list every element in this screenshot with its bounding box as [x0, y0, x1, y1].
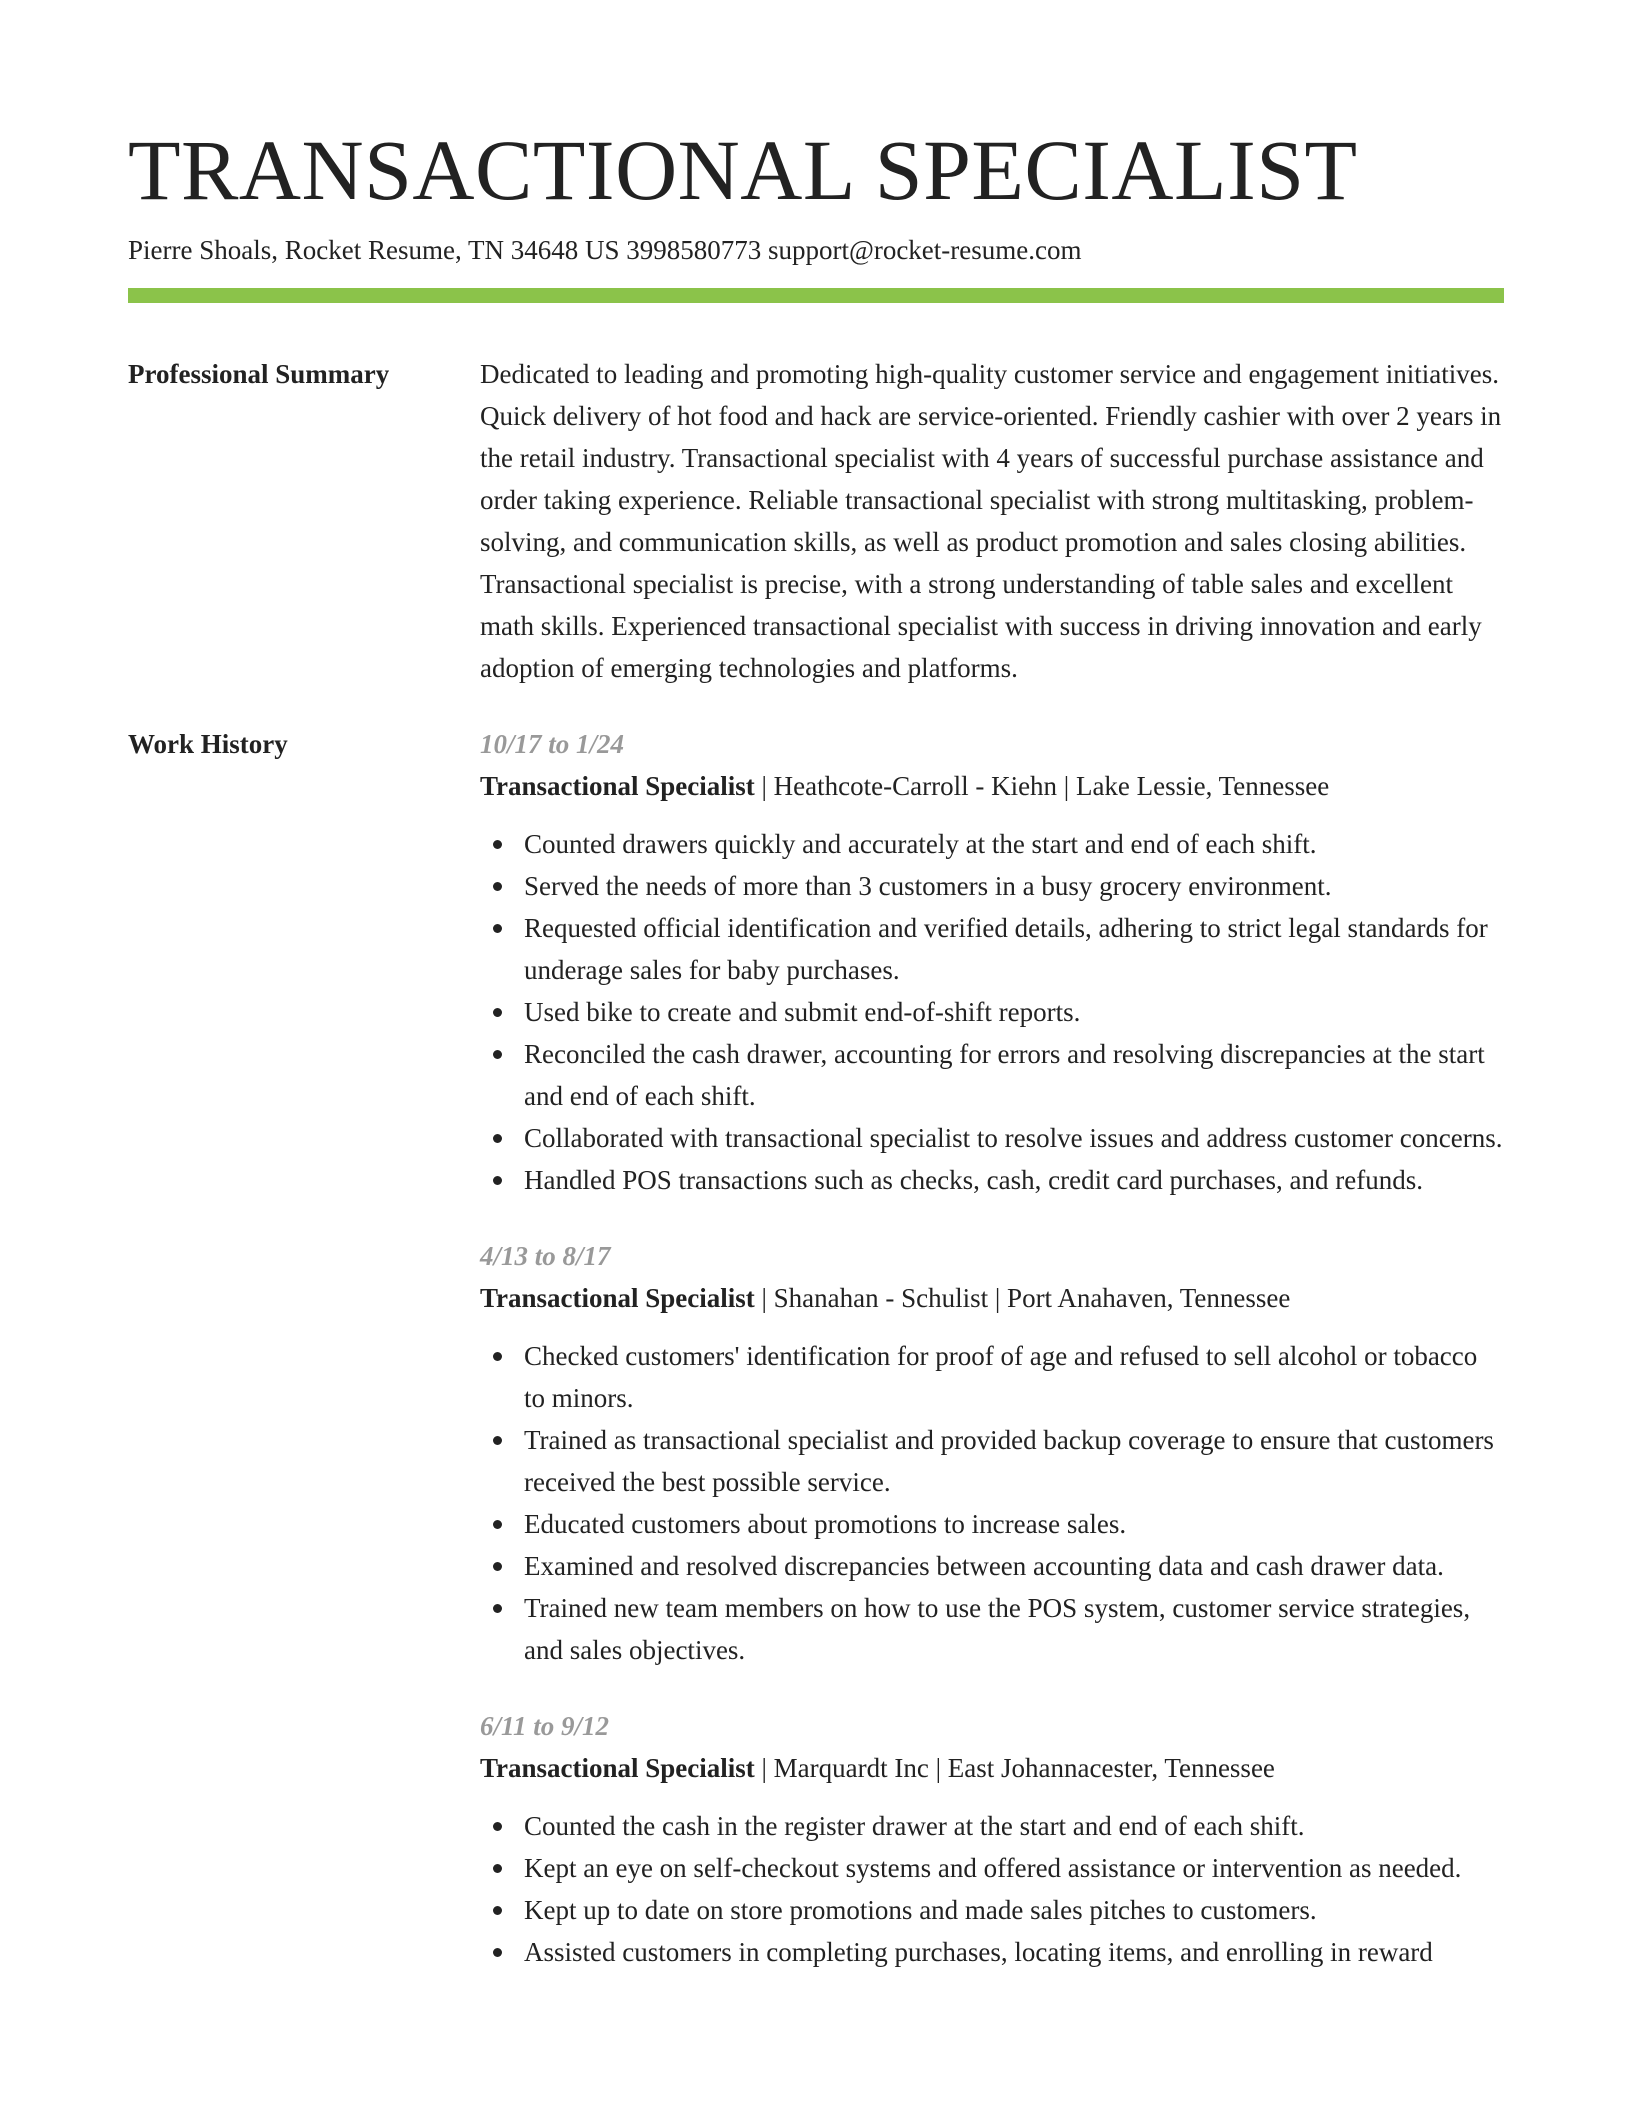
list-item: Checked customers' identification for proof of age and refused to sell alcohol or tobacco to minors. [480, 1335, 1504, 1419]
header-divider [128, 288, 1504, 303]
list-item: Assisted customers in completing purchases, locating items, and enrolling in reward [480, 1931, 1504, 1973]
list-item: Reconciled the cash drawer, accounting for errors and resolving discrepancies at the start and end of each shift. [480, 1033, 1504, 1117]
job-bullets [480, 1805, 1504, 1973]
list-item: Educated customers about promotions to increase sales. [480, 1503, 1504, 1545]
job-entry [480, 1235, 1504, 1671]
list-item: Examined and resolved discrepancies between accounting data and cash drawer data. [480, 1545, 1504, 1587]
job-title: Transactional Specialist [480, 1283, 755, 1313]
list-item: Used bike to create and submit end-of-shift reports. [480, 991, 1504, 1033]
list-item: Trained new team members on how to use the POS system, customer service strategies, and sales objectives. [480, 1587, 1504, 1671]
job-details: | Marquardt Inc | East Johannacester, Tennessee [754, 1753, 1275, 1783]
job-entry [480, 1705, 1504, 1973]
list-item: Kept up to date on store promotions and made sales pitches to customers. [480, 1889, 1504, 1931]
list-item: Kept an eye on self-checkout systems and offered assistance or intervention as needed. [480, 1847, 1504, 1889]
job-details: | Heathcote-Carroll - Kiehn | Lake Lessie, Tennessee [754, 771, 1330, 801]
job-dates: 6/11 to 9/12 [480, 1711, 610, 1741]
list-item: Handled POS transactions such as checks, cash, credit card purchases, and refunds. [480, 1159, 1504, 1201]
job-bullets [480, 1335, 1504, 1671]
job-bullets [480, 823, 1504, 1201]
job-details: | Shanahan - Schulist | Port Anahaven, Tennessee [754, 1283, 1291, 1313]
contact-info: Pierre Shoals, Rocket Resume, TN 34648 US 3998580773 support@rocket-resume.com [128, 235, 1082, 265]
job-header [480, 765, 1504, 807]
job-header [480, 1277, 1504, 1319]
resume-page [128, 0, 1504, 2007]
list-item: Counted drawers quickly and accurately at the start and end of each shift. [480, 823, 1504, 865]
work-history-section [128, 723, 1504, 2007]
job-dates: 10/17 to 1/24 [480, 729, 625, 759]
resume-title: TRANSACTIONAL SPECIALIST [128, 122, 1358, 218]
summary-text: Dedicated to leading and promoting high-quality customer service and engagement initiatives. Quick delivery of hot food and hack are service-oriented. Friendly cashier with over 2 years in the retail industry. Transactional specialist with 4 years of successful purchase assistance and order taking experience. Reliable transactional specialist with strong multitasking, problem-solving, and communication skills, as well as product promotion and sales closing abilities. Transactional specialist is precise, with a strong understanding of table sales and excellent math skills. Experienced transactional specialist with success in driving innovation and early adoption of emerging technologies and platforms. [480, 359, 1502, 683]
section-label-summary: Professional Summary [128, 359, 390, 389]
work-history-list [480, 723, 1504, 2007]
list-item: Collaborated with transactional specialist to resolve issues and address customer concerns. [480, 1117, 1504, 1159]
list-item: Requested official identification and verified details, adhering to strict legal standards for underage sales for baby purchases. [480, 907, 1504, 991]
list-item: Counted the cash in the register drawer at the start and end of each shift. [480, 1805, 1504, 1847]
professional-summary-section [128, 353, 1504, 689]
job-dates: 4/13 to 8/17 [480, 1241, 611, 1271]
job-title: Transactional Specialist [480, 771, 755, 801]
job-header [480, 1747, 1504, 1789]
list-item: Trained as transactional specialist and provided backup coverage to ensure that customers received the best possible service. [480, 1419, 1504, 1503]
list-item: Served the needs of more than 3 customers in a busy grocery environment. [480, 865, 1504, 907]
job-entry [480, 723, 1504, 1201]
section-label-work-history: Work History [128, 729, 288, 759]
job-title: Transactional Specialist [480, 1753, 755, 1783]
